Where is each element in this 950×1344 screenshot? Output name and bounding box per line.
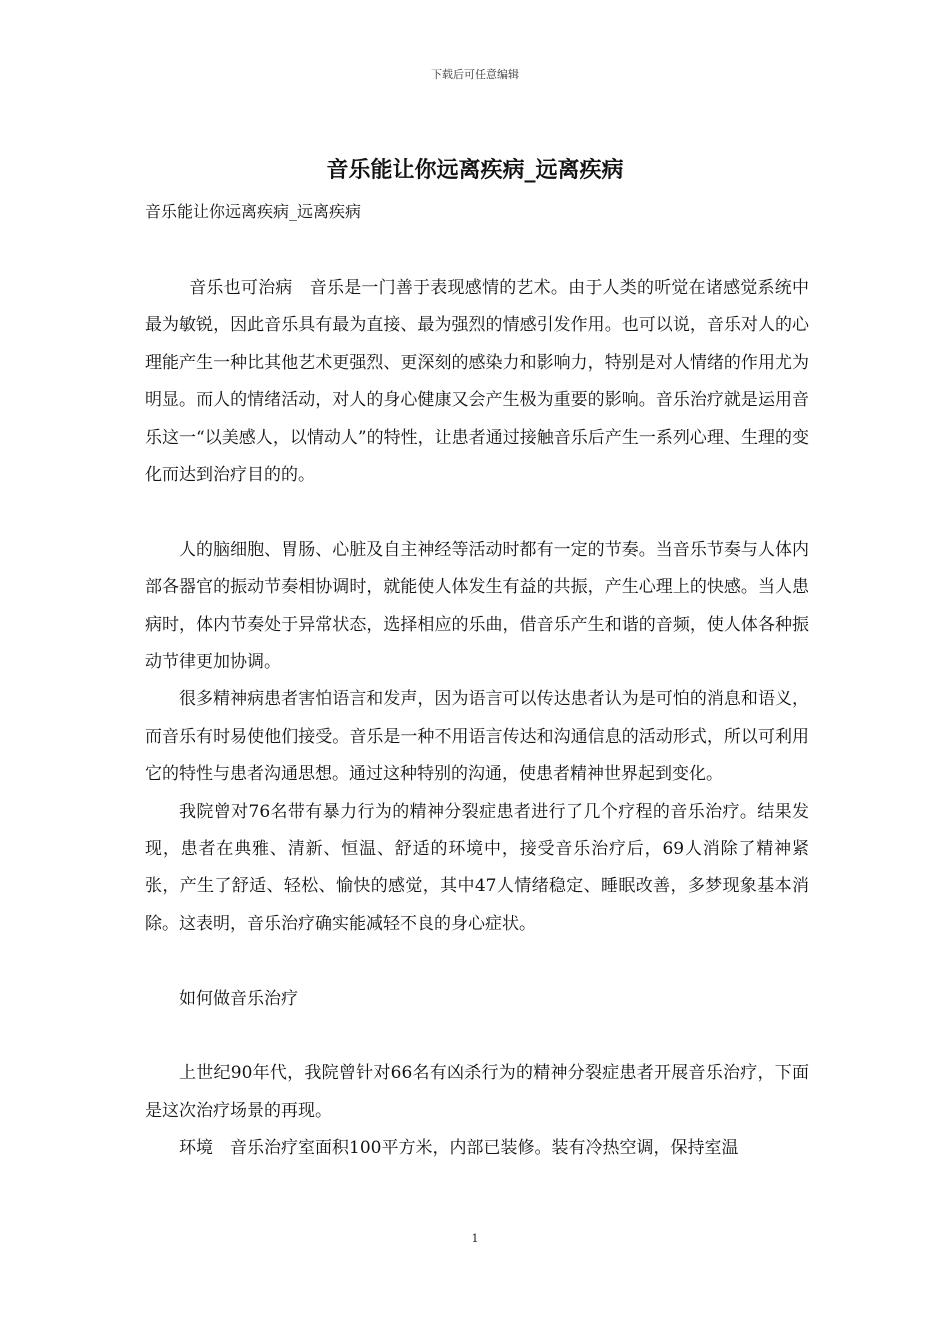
section-heading-how-to: 如何做音乐治疗 (179, 988, 298, 1009)
page-number: 1 (471, 1232, 479, 1245)
paragraph-music-therapy-intro: 音乐也可治病 音乐是一门善于表现感情的艺术。由于人类的听觉在诸感觉系统中最为敏锐，因此音乐具有最为直接、最为强烈的情感引发作用。也可以说，音乐对人的心理能产生一种比其他艺术更强烈、更深刻的感染力和影响力，特别是对人情绪的作用尤为明显。而人的情绪活动，对人的身心健康又会产生极为重要的影响。音乐治疗就是运用音乐这一“以美感人，以情动人”的特性，让患者通过接触音乐后产生一系列心理、生理的变化而达到治疗目的的。 (145, 278, 809, 486)
document-subtitle: 音乐能让你远离疾病_远离疾病 (145, 202, 362, 221)
paragraph-patient-communication: 很多精神病患者害怕语言和发声，因为语言可以传达患者认为是可怕的消息和语义，而音乐有时易使他们接受。音乐是一种不用语言传达和沟通信息的活动形式，所以可利用它的特性与患者沟通思想。通过这种特别的沟通，使患者精神世界起到变化。 (145, 689, 809, 785)
document-title: 音乐能让你远离疾病_远离疾病 (326, 157, 624, 183)
paragraph-spacer (145, 943, 809, 980)
paragraph-spacer (145, 494, 809, 531)
document-body (145, 270, 809, 1168)
paragraph-environment: 环境 音乐治疗室面积100平方米，内部已装修。装有冷热空调，保持室温 (179, 1138, 739, 1159)
page-header-note: 下载后可任意编辑 (431, 68, 519, 81)
paragraph-spacer (145, 1018, 809, 1055)
paragraph-1990s-treatment: 上世纪90年代，我院曾针对66名有凶杀行为的精神分裂症患者开展音乐治疗，下面是这次治疗场景的再现。 (145, 1063, 809, 1121)
paragraph-hospital-study: 我院曾对76名带有暴力行为的精神分裂症患者进行了几个疗程的音乐治疗。结果发现，患者在典雅、清新、恒温、舒适的环境中，接受音乐治疗后，69人消除了精神紧张，产生了舒适、轻松、愉快的感觉，其中47人情绪稳定、睡眠改善，多梦现象基本消除。这表明，音乐治疗确实能减轻不良的身心症状。 (145, 801, 809, 934)
paragraph-body-rhythm: 人的脑细胞、胃肠、心脏及自主神经等活动时都有一定的节奏。当音乐节奏与人体内部各器官的振动节奏相协调时，就能使人体发生有益的共振，产生心理上的快感。当人患病时，体内节奏处于异常状态，选择相应的乐曲，借音乐产生和谐的音频，使人体各种振动节律更加协调。 (145, 539, 809, 673)
